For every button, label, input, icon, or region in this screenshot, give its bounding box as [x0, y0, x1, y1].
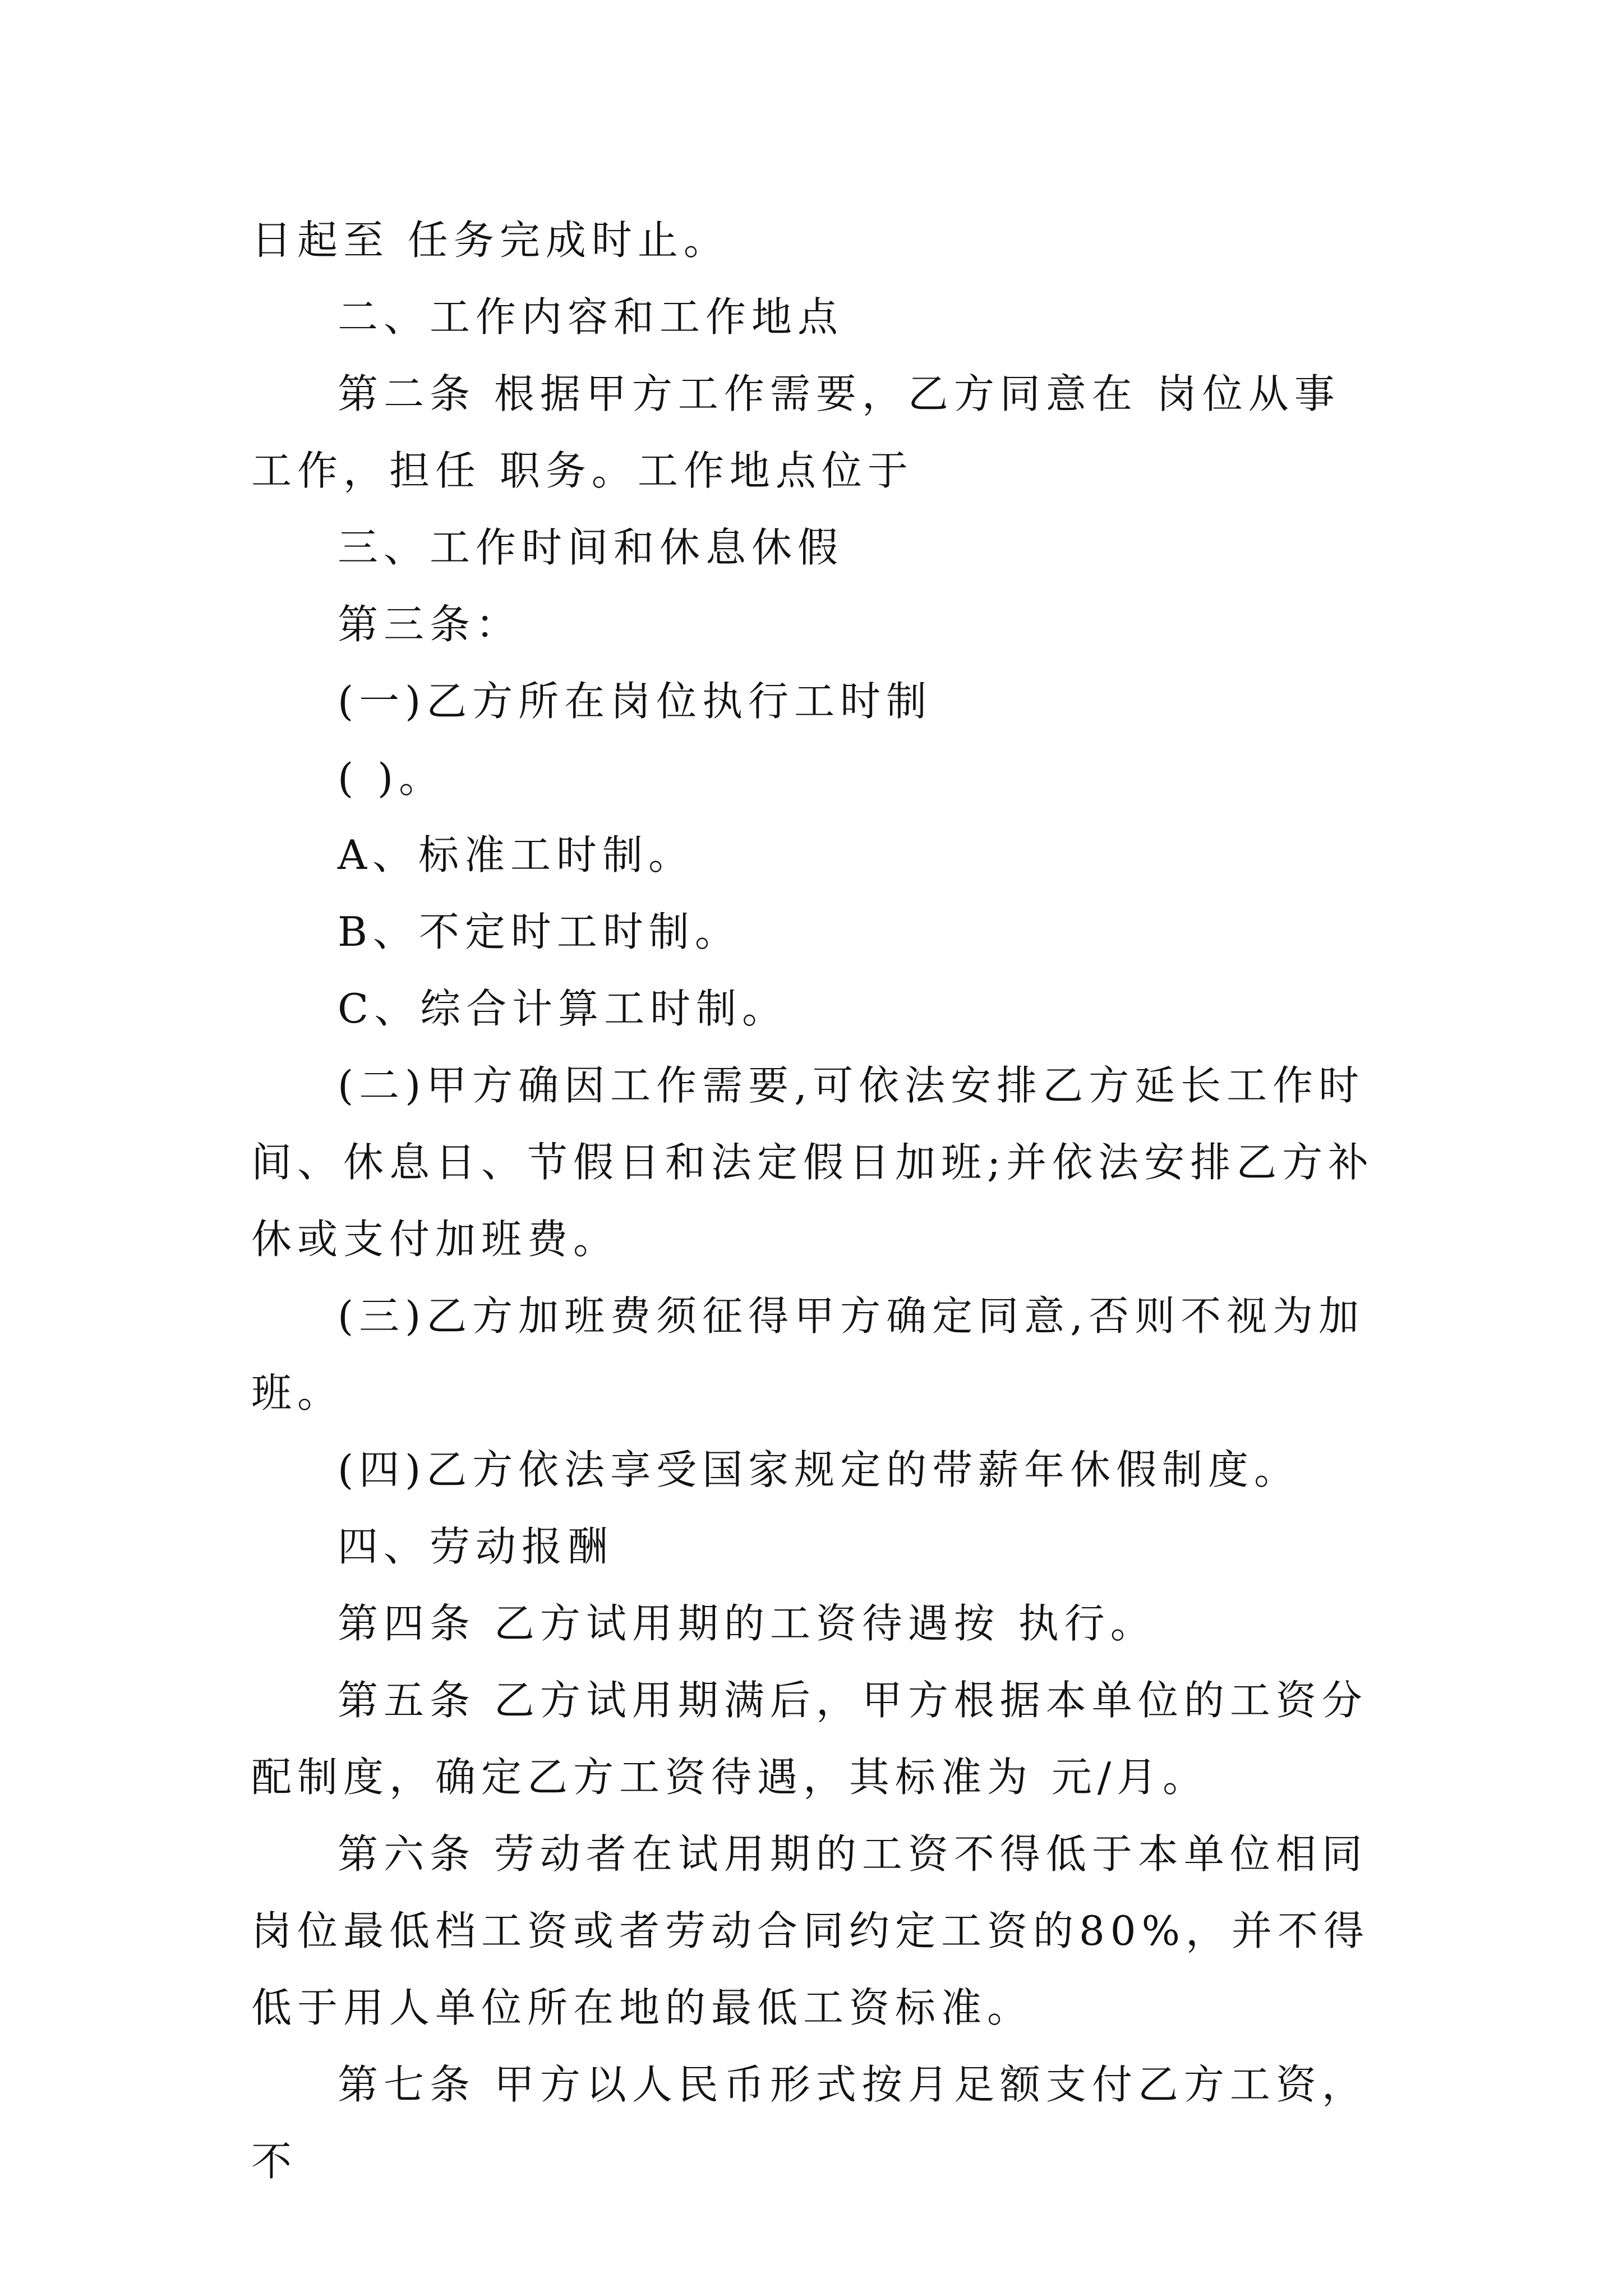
paragraph: 日起至 任务完成时止。: [251, 217, 730, 264]
option-item: C、综合计算工时制。: [338, 985, 789, 1032]
paragraph: 第七条 甲方以人民币形式按月足额支付乙方工资，不: [251, 2061, 1368, 2185]
option-item: A、标准工时制。: [338, 831, 694, 878]
paragraph: 第三条：: [338, 601, 522, 648]
paragraph: (一)乙方所在岗位执行工时制: [338, 678, 933, 725]
paragraph: (三)乙方加班费须征得甲方确定同意,否则不视为加班。: [251, 1292, 1365, 1416]
section-heading: 二、工作内容和工作地点: [338, 293, 844, 341]
paragraph: 第五条 乙方试用期满后，甲方根据本单位的工资分配制度，确定乙方工资待遇，其标准为 元/月。: [251, 1677, 1368, 1801]
section-heading: 三、工作时间和休息休假: [338, 524, 844, 571]
document-body: [251, 202, 1384, 2200]
option-item: B、不定时工时制。: [338, 908, 741, 955]
paragraph: (四)乙方依法享受国家规定的带薪年休假制度。: [338, 1446, 1301, 1493]
paragraph: ( )。: [338, 754, 445, 802]
paragraph: 第四条 乙方试用期的工资待遇按 执行。: [338, 1600, 1156, 1647]
paragraph: (二)甲方确因工作需要,可依法安排乙方延长工作时间、休息日、节假日和法定假日加班;并依法安排乙方补休或支付加班费。: [251, 1062, 1375, 1263]
paragraph: 第二条 根据甲方工作需要，乙方同意在 岗位从事 工作，担任 职务。工作地点位于: [251, 370, 1340, 494]
paragraph: 第六条 劳动者在试用期的工资不得低于本单位相同岗位最低档工资或者劳动合同约定工资的80%，并不得低于用人单位所在地的最低工资标准。: [251, 1830, 1370, 2031]
section-heading: 四、劳动报酬: [338, 1523, 614, 1570]
